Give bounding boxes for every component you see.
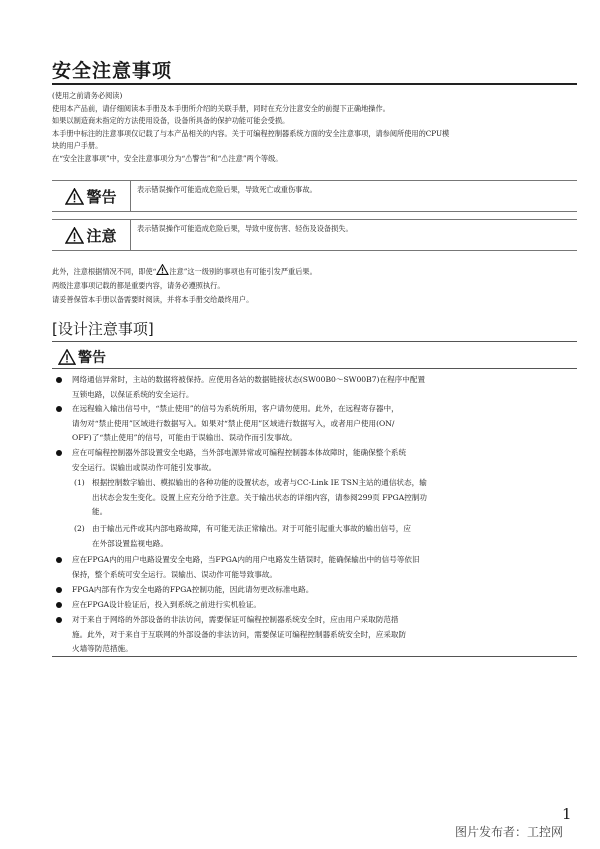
bullet-icon — [56, 406, 62, 412]
list-item: 应在FPGA设计验证后，投入到系统之前进行实机验证。 — [56, 598, 576, 613]
after-notes — [52, 264, 582, 307]
bullet-icon — [56, 377, 62, 383]
warning-triangle-icon — [65, 188, 84, 205]
caution-label — [52, 220, 131, 250]
bullet-icon — [56, 602, 62, 608]
page-title: 安全注意事项 — [52, 60, 173, 82]
intro-line: 如果以制造商未指定的方法使用设备，设备所具备的保护功能可能会受损。 — [52, 116, 290, 125]
watermark: 图片发布者：工控网 — [455, 825, 564, 839]
warning-triangle-icon — [156, 264, 169, 275]
design-section-end-rule — [52, 656, 577, 657]
page-number: 1 — [562, 805, 572, 823]
sub-item: (2) 由于输出元件或其内部电路故障，有可能无法正常输出。对于可能引起重大事故的输出信号，应 在外部设置监视电路。 — [74, 524, 411, 548]
warning-label — [52, 181, 131, 211]
list-item: 在远程输入输出信号中，“禁止使用”的信号为系统所用，客户请勿使用。此外，在远程寄存器中， 请勿对“禁止使用”区域进行数据写入。如果对“禁止使用”区域进行数据写入，或者用户使用(ON/ OFF)了“禁止使用”的信号，可能由于误输出、误动作而引发事故。 — [56, 402, 576, 446]
warning-description: 表示错误操作可能造成危险后果，导致死亡或重伤事故。 — [137, 185, 317, 194]
sub-item: (1) 根据控制数字输出、模拟输出的各种功能的设置状态，或者与CC-Link IE TSN主站的通信状态，输 出状态会发生变化。设置上应充分给予注意。关于输出状态的详细内容，请参阅299页 FPGA控制功 能。 — [74, 478, 427, 516]
list-item: 应在可编程控制器外部设置安全电路，当外部电源异常或可编程控制器本体故障时，能确保整个系统 安全运行。误输出或误动作可能引发事故。 — [56, 446, 576, 475]
design-warning-rule — [52, 368, 577, 369]
bullet-icon — [56, 587, 62, 593]
after-line-2: 两级注意事项记载的都是重要内容，请务必遵照执行。 — [52, 281, 225, 290]
bullet-icon — [56, 450, 62, 456]
intro-line: 本手册中标注的注意事项仅记载了与本产品相关的内容。关于可编程控制器系统方面的安全注意事项，请参阅所使用的CPU模 — [52, 128, 450, 138]
intro-line: 在“安全注意事项”中，安全注意事项分为“⚠警告”和“⚠注意”两个等级。 — [52, 153, 283, 163]
warning-definition-box — [52, 180, 577, 212]
list-item: 网络通信异常时，主站的数据将被保持。应使用各站的数据链接状态(SW00B0～SW00B7)在程序中配置 互锁电路，以保证系统的安全运行。 — [56, 373, 576, 402]
design-heading-rule — [52, 341, 577, 342]
list-item: 应在FPGA内的用户电路设置安全电路，当FPGA内的用户电路发生错误时，能确保输出中的信号等依旧 保持，整个系统可安全运行。误输出、误动作可能导致事故。 — [56, 553, 576, 582]
title-rule — [52, 83, 577, 85]
after-line-3: 请妥善保管本手册以备需要时阅读，并将本手册交给最终用户。 — [52, 295, 254, 304]
caution-label-text: 注意 — [86, 226, 117, 245]
caution-description: 表示错误操作可能造成危险后果，导致中度伤害、轻伤及设备损失。 — [137, 224, 353, 233]
intro-line: (使用之前请务必阅读) — [52, 91, 123, 100]
list-item: 对于来自于网络的外部设备的非法访问，需要保证可编程控制器系统安全时，应由用户采取防范措 施。此外，对于来自于互联网的外部设备的非法访问，需要保证可编程控制器系统安全时，应采取防 火墙等防范措施。 — [56, 613, 576, 657]
bullet-icon — [56, 557, 62, 563]
list-item: FPGA内部有作为安全电路的FPGA控制功能，因此请勿更改标准电路。 — [56, 583, 576, 598]
warning-label-text: 警告 — [86, 187, 117, 206]
after-line-1: 此外，注意根据情况不同，即使“ 注意”这一级别的事项也有可能引发严重后果。 — [52, 264, 582, 279]
caution-definition-box — [52, 219, 577, 251]
warning-triangle-icon — [65, 227, 84, 244]
intro-line: 块的用户手册。 — [52, 141, 103, 150]
design-heading: [设计注意事项] — [52, 320, 154, 338]
bullet-icon — [56, 617, 62, 623]
warning-triangle-icon — [58, 349, 76, 365]
intro-text — [52, 90, 582, 165]
intro-line: 使用本产品前，请仔细阅读本手册及本手册所介绍的关联手册，同时在充分注意安全的前提下正确地操作。 — [52, 103, 390, 113]
design-warning-label: 警告 — [58, 347, 106, 367]
